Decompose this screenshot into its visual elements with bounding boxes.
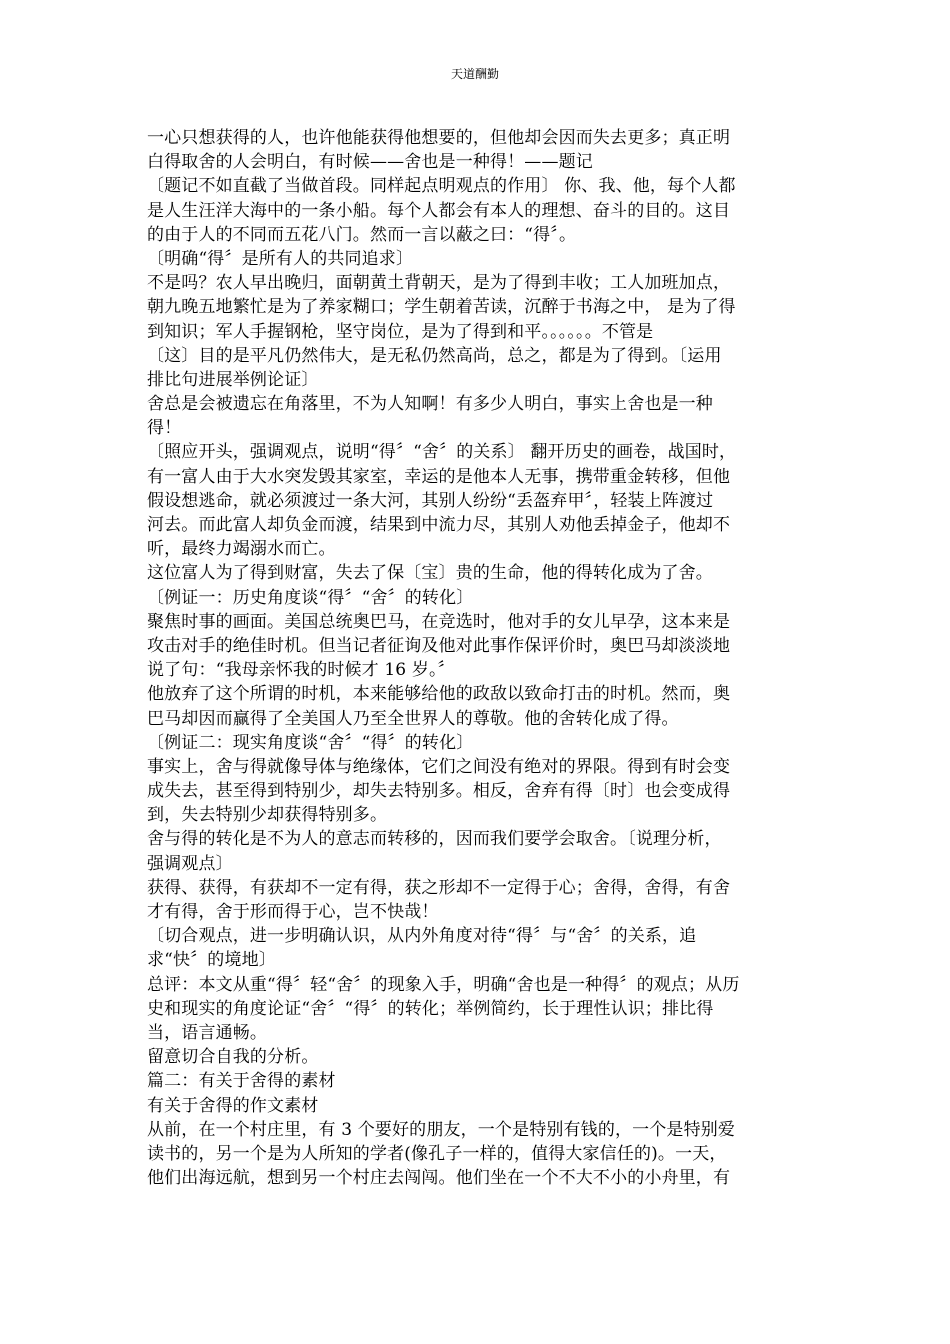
text-line: 事实上，舍与得就像导体与绝缘体，它们之间没有绝对的界限。得到有时会变	[147, 756, 731, 777]
text-line: 〔明确“得〞是所有人的共同追求〕	[147, 248, 414, 269]
text-line: 〔例证一：历史角度谈“得〞“舍〞的转化〕	[147, 587, 474, 608]
text-line: 求“快〞的境地〕	[147, 950, 276, 971]
text-line: 聚焦时事的画面。美国总统奥巴马，在竞选时，他对手的女儿早孕，这本来是	[147, 611, 731, 632]
text-line: 成失去，甚至得到特别少，却失去特别多。相反，舍弃有得〔时〕也会变成得	[147, 781, 731, 802]
text-line: 舍与得的转化是不为人的意志而转移的，因而我们要学会取舍。〔说理分析，	[147, 829, 722, 850]
text-line: 一心只想获得的人，也许他能获得他想要的，但他却会因而失去更多；真正明	[147, 128, 731, 148]
text-line: 说了句：“我母亲怀我的时候才 16 岁。〞	[147, 660, 455, 681]
text-line: 这位富人为了得到财富，失去了保〔宝〕贵的生命，他的得转化成为了舍。	[147, 563, 713, 584]
document-body	[147, 126, 807, 1190]
text-line: 从前，在一个村庄里，有 3 个要好的朋友，一个是特别有钱的，一个是特别爱	[147, 1119, 736, 1140]
text-line: 得！	[147, 418, 182, 439]
text-line: 攻击对手的绝佳时机。但当记者征询及他对此事作保评价时，奥巴马却淡淡地	[147, 635, 731, 656]
text-line: 〔这〕目的是平凡仍然伟大，是无私仍然高尚，总之，都是为了得到。〔运用	[147, 345, 722, 366]
text-line: 〔例证二：现实角度谈“舍〞“得〞的转化〕	[147, 732, 474, 753]
text-line: 的由于人的不同而五花八门。然而一言以蔽之曰：“得〞。	[147, 224, 577, 245]
text-line: 巴马却因而赢得了全美国人乃至全世界人的尊敬。他的舍转化成了得。	[147, 708, 679, 729]
text-line: 有一富人由于大水突发毁其家室，幸运的是他本人无事，携带重金转移，但他	[147, 466, 731, 487]
text-line: 排比句进展举例论证〕	[147, 369, 319, 390]
text-line: 当，语言通畅。	[147, 1022, 268, 1043]
text-line: 读书的，另一个是为人所知的学者(像孔子一样的，值得大家信任的)。一天，	[147, 1143, 727, 1164]
text-line: 他放弃了这个所谓的时机，本来能够给他的政敌以致命打击的时机。然而，奥	[147, 684, 731, 705]
text-line: 朝九晚五地繁忙是为了养家糊口；学生朝着苦读，沉醉于书海之中， 是为了得	[147, 297, 736, 318]
text-line: 河去。而此富人却负金而渡，结果到中流力尽，其别人劝他丢掉金子，他却不	[147, 515, 731, 535]
text-line: 假设想逃命，就必须渡过一条大河，其别人纷纷“丢盔弃甲〞，轻装上阵渡过	[147, 490, 714, 511]
text-line: 留意切合自我的分析。	[147, 1047, 319, 1068]
text-line: 他们出海远航，想到另一个村庄去闯闯。他们坐在一个不大不小的小舟里，有	[147, 1168, 731, 1189]
text-line: 是人生汪洋大海中的一条小船。每个人都会有本人的理想、奋斗的目的。这目	[147, 200, 731, 221]
text-line: 才有得，舍于形而得于心，岂不快哉！	[147, 902, 439, 922]
text-line: 不是吗？农人早出晚归，面朝黄土背朝天，是为了得到丰收；工人加班加点，	[147, 273, 731, 294]
text-line: 获得、获得，有获却不一定有得，获之形却不一定得于心；舍得，舍得，有舍	[147, 877, 731, 898]
text-line: 〔切合观点，进一步明确认识，从内外角度对待“得〞与“舍〞的关系，追	[147, 926, 697, 947]
text-line: 强调观点〕	[147, 853, 233, 874]
text-line: 白得取舍的人会明白，有时候——舍也是一种得！——题记	[147, 152, 593, 173]
text-line: 舍总是会被遗忘在角落里，不为人知啊！有多少人明白，事实上舍也是一种	[147, 394, 713, 415]
section-heading: 篇二：有关于舍得的素材	[147, 1071, 336, 1092]
text-line: 〔照应开头，强调观点，说明“得〞“舍〞的关系〕 翻开历史的画卷，战国时，	[147, 442, 737, 463]
text-line: 〔题记不如直截了当做首段。同样起点明观点的作用〕 你、我、他，每个人都	[147, 176, 736, 197]
text-line: 听，最终力竭溺水而亡。	[147, 539, 336, 560]
text-line: 总评：本文从重“得〞轻“舍〞的现象入手，明确“舍也是一种得〞的观点；从历	[147, 974, 740, 995]
text-line: 到知识；军人手握钢枪，坚守岗位，是为了得到和平。。。。。。不管是	[147, 321, 654, 342]
section-subheading: 有关于舍得的作文素材	[147, 1095, 319, 1116]
page-header: 天道酬勤	[450, 67, 499, 81]
text-line: 史和现实的角度论证“舍〞“得〞的转化；举例简约，长于理性认识；排比得	[147, 998, 714, 1019]
text-line: 到，失去特别少却获得特别多。	[147, 805, 388, 826]
